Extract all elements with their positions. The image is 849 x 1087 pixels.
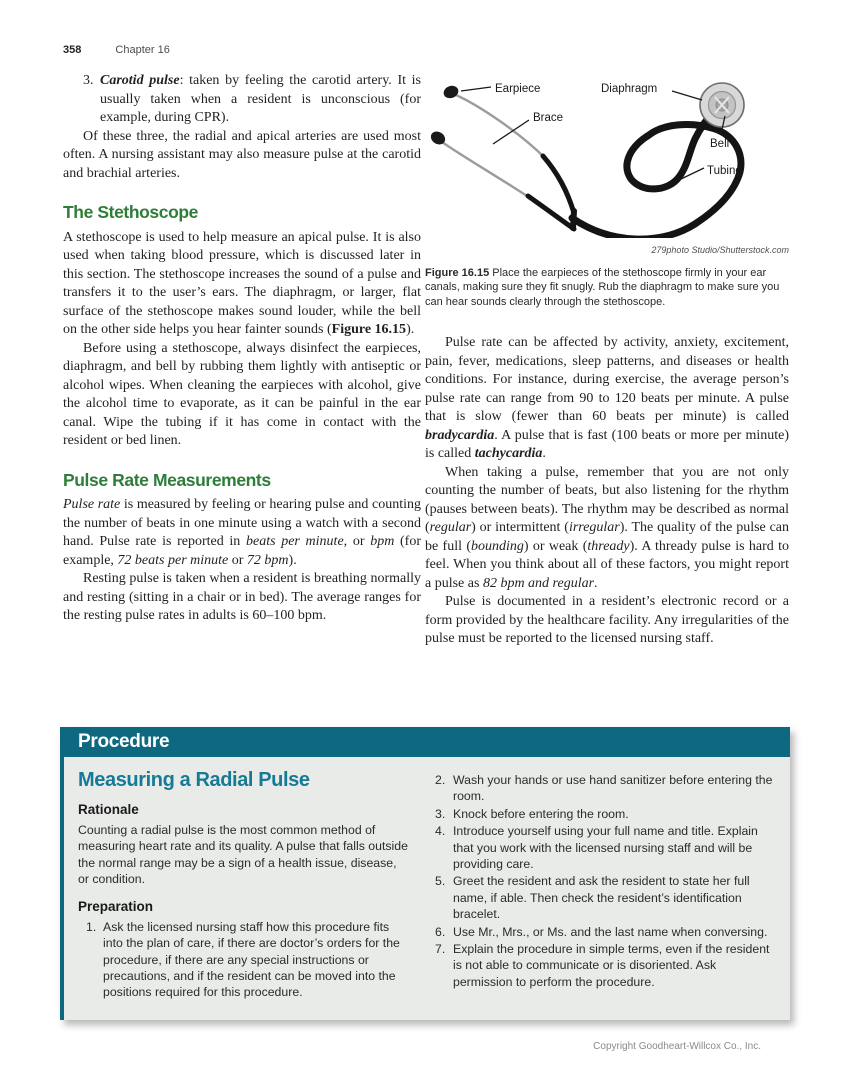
step-number: 4. bbox=[435, 824, 446, 839]
paragraph: Pulse rate is measured by feeling or hearing pulse and counting the number of beats in one minute using a watch with a second hand. Pulse rate is reported in beats per minute, or bpm (for example, 72 beats per minute or 72 bpm). bbox=[63, 497, 421, 568]
step-text: Wash your hands or use hand sanitizer before entering the room. bbox=[453, 773, 773, 804]
procedure-body bbox=[60, 757, 790, 1020]
procedure-step bbox=[435, 823, 775, 872]
right-column-text bbox=[425, 334, 789, 649]
procedure-step bbox=[435, 924, 775, 940]
right-column bbox=[425, 78, 789, 649]
step-text: Introduce yourself using your full name and title. Explain that you work with the licensed nursing staff and will be providing care. bbox=[453, 824, 758, 872]
stethoscope-illustration bbox=[425, 78, 787, 238]
step-number: 5. bbox=[435, 874, 446, 889]
list-item-text: Carotid pulse: taken by feeling the carotid artery. It is usually taken when a resident is unconscious (for example, during CPR). bbox=[100, 73, 421, 125]
procedure-left-column bbox=[78, 770, 410, 1002]
step-text: Use Mr., Mrs., or Ms. and the last name when conversing. bbox=[453, 924, 768, 939]
step-number: 3. bbox=[435, 806, 446, 821]
paragraph: Of these three, the radial and apical arteries are used most often. A nursing assistant may also measure pulse at the carotid and brachial arteries. bbox=[63, 128, 421, 181]
figure-credit: 279photo Studio/Shutterstock.com bbox=[651, 245, 789, 255]
step-number: 6. bbox=[435, 924, 446, 939]
page-number: 358 bbox=[63, 44, 82, 56]
stethoscope-figure bbox=[425, 78, 787, 238]
paragraph: Resting pulse is taken when a resident is breathing normally and resting (sitting in a chair or in bed). The average ranges for the resting pulse rates in adults is 60–100 bpm. bbox=[63, 571, 421, 623]
procedure-banner: Procedure bbox=[60, 727, 790, 757]
procedure-title: Measuring a Radial Pulse bbox=[78, 769, 310, 791]
paragraph: When taking a pulse, remember that you are not only counting the number of beats, but also listening for the rhythm (pauses between beats). The rhythm may be described as normal (regular) or intermittent (irregular). The quality of the pulse can be full (bounding) or weak (thready). A thready pulse is hard to feel. When you think about all of these factors, you might report a pulse as 82 bpm and regular. bbox=[425, 464, 789, 591]
procedure-step bbox=[435, 873, 775, 922]
figure-caption-label: Figure 16.15 bbox=[425, 266, 490, 279]
figure-caption bbox=[425, 266, 789, 310]
procedure-step bbox=[78, 919, 410, 1001]
figure-caption-text: Place the earpieces of the stethoscope firmly in your ear canals, making sure they fit snugly. Rub the diaphragm to make sure you can hear sounds clearly through the stethoscope. bbox=[425, 266, 780, 308]
step-text: Knock before entering the room. bbox=[453, 806, 629, 821]
figure-label-tubing: Tubing bbox=[707, 165, 742, 177]
step-number: 2. bbox=[435, 773, 446, 787]
procedure-right-column bbox=[435, 770, 775, 991]
step-text: Ask the licensed nursing staff how this procedure fits into the plan of care, if there are doctor’s orders for the procedure, if there are any special instructions or precautions, and if the resident can be moved into the positions required for this procedure. bbox=[103, 919, 400, 1000]
step-number: 7. bbox=[435, 942, 446, 957]
procedure-step bbox=[435, 772, 775, 805]
paragraph: Pulse rate can be affected by activity, anxiety, excitement, pain, fever, medications, sleep patterns, and diseases or health conditions. For instance, during exercise, the average person’s pulse rate can range from 90 to 120 beats per minute. A pulse that is slow (fewer than 60 beats per minute) is called bradycardia. A pulse that is fast (100 beats or more per minute) is called tachycardia. bbox=[425, 335, 789, 462]
procedure-step bbox=[435, 806, 775, 822]
chapter-label: Chapter 16 bbox=[115, 44, 170, 56]
procedure-steps-right bbox=[435, 772, 775, 990]
rationale-heading: Rationale bbox=[78, 802, 139, 818]
paragraph: A stethoscope is used to help measure an apical pulse. It is also used when taking blood pressure, which is discussed later in this section. The stethoscope increases the sound of a pulse and transfers it to the user’s ears. The diaphragm, or larger, flat surface of the stethoscope makes sound louder, while the bell on the other side helps you hear fainter sounds (Figure 16.15). bbox=[63, 229, 421, 337]
step-text: Explain the procedure in simple terms, even if the resident is not able to communicate or is disoriented. Ask permission to perform the procedure. bbox=[453, 942, 770, 989]
figure-label-brace: Brace bbox=[533, 112, 564, 124]
figure-label-diaphragm: Diaphragm bbox=[601, 83, 658, 95]
section-heading-stethoscope: The Stethoscope bbox=[63, 202, 198, 222]
procedure-steps-left bbox=[78, 919, 410, 1001]
paragraph: Before using a stethoscope, always disinfect the earpieces, diaphragm, and bell by rubbing them lightly with antiseptic or alcohol wipes. When cleaning the earpieces with alcohol, give the alcohol time to evaporate, as it can be painful in the ear canal. Wipe the tubing if it has come in contact with the resident or bed linen. bbox=[63, 340, 421, 448]
paragraph: Pulse is documented in a resident’s electronic record or a form provided by the healthcare facility. Any irregularities of the pulse must be reported to the licensed nursing staff. bbox=[425, 594, 789, 647]
section-heading-pulse-rate: Pulse Rate Measurements bbox=[63, 469, 271, 490]
figure-label-earpiece: Earpiece bbox=[495, 83, 541, 95]
list-item-carotid-pulse bbox=[63, 72, 421, 128]
preparation-heading: Preparation bbox=[78, 899, 154, 915]
figure-label-bell: Bell bbox=[710, 138, 730, 150]
procedure-box bbox=[60, 727, 790, 1020]
footer-copyright: Copyright Goodheart-Willcox Co., Inc. bbox=[593, 1041, 761, 1052]
step-number: 1. bbox=[86, 919, 97, 934]
procedure-step bbox=[435, 941, 775, 990]
rationale-text: Counting a radial pulse is the most common method of measuring heart rate and its quality. A pulse that falls outside the normal range may be a sign of a health issue, disease, or condition. bbox=[78, 822, 408, 887]
page-header bbox=[63, 44, 170, 56]
list-item-number: 3. bbox=[83, 73, 94, 88]
left-column bbox=[63, 72, 421, 626]
step-text: Greet the resident and ask the resident to state her full name, if able. Then check the resident’s identification bracelet. bbox=[453, 874, 750, 922]
